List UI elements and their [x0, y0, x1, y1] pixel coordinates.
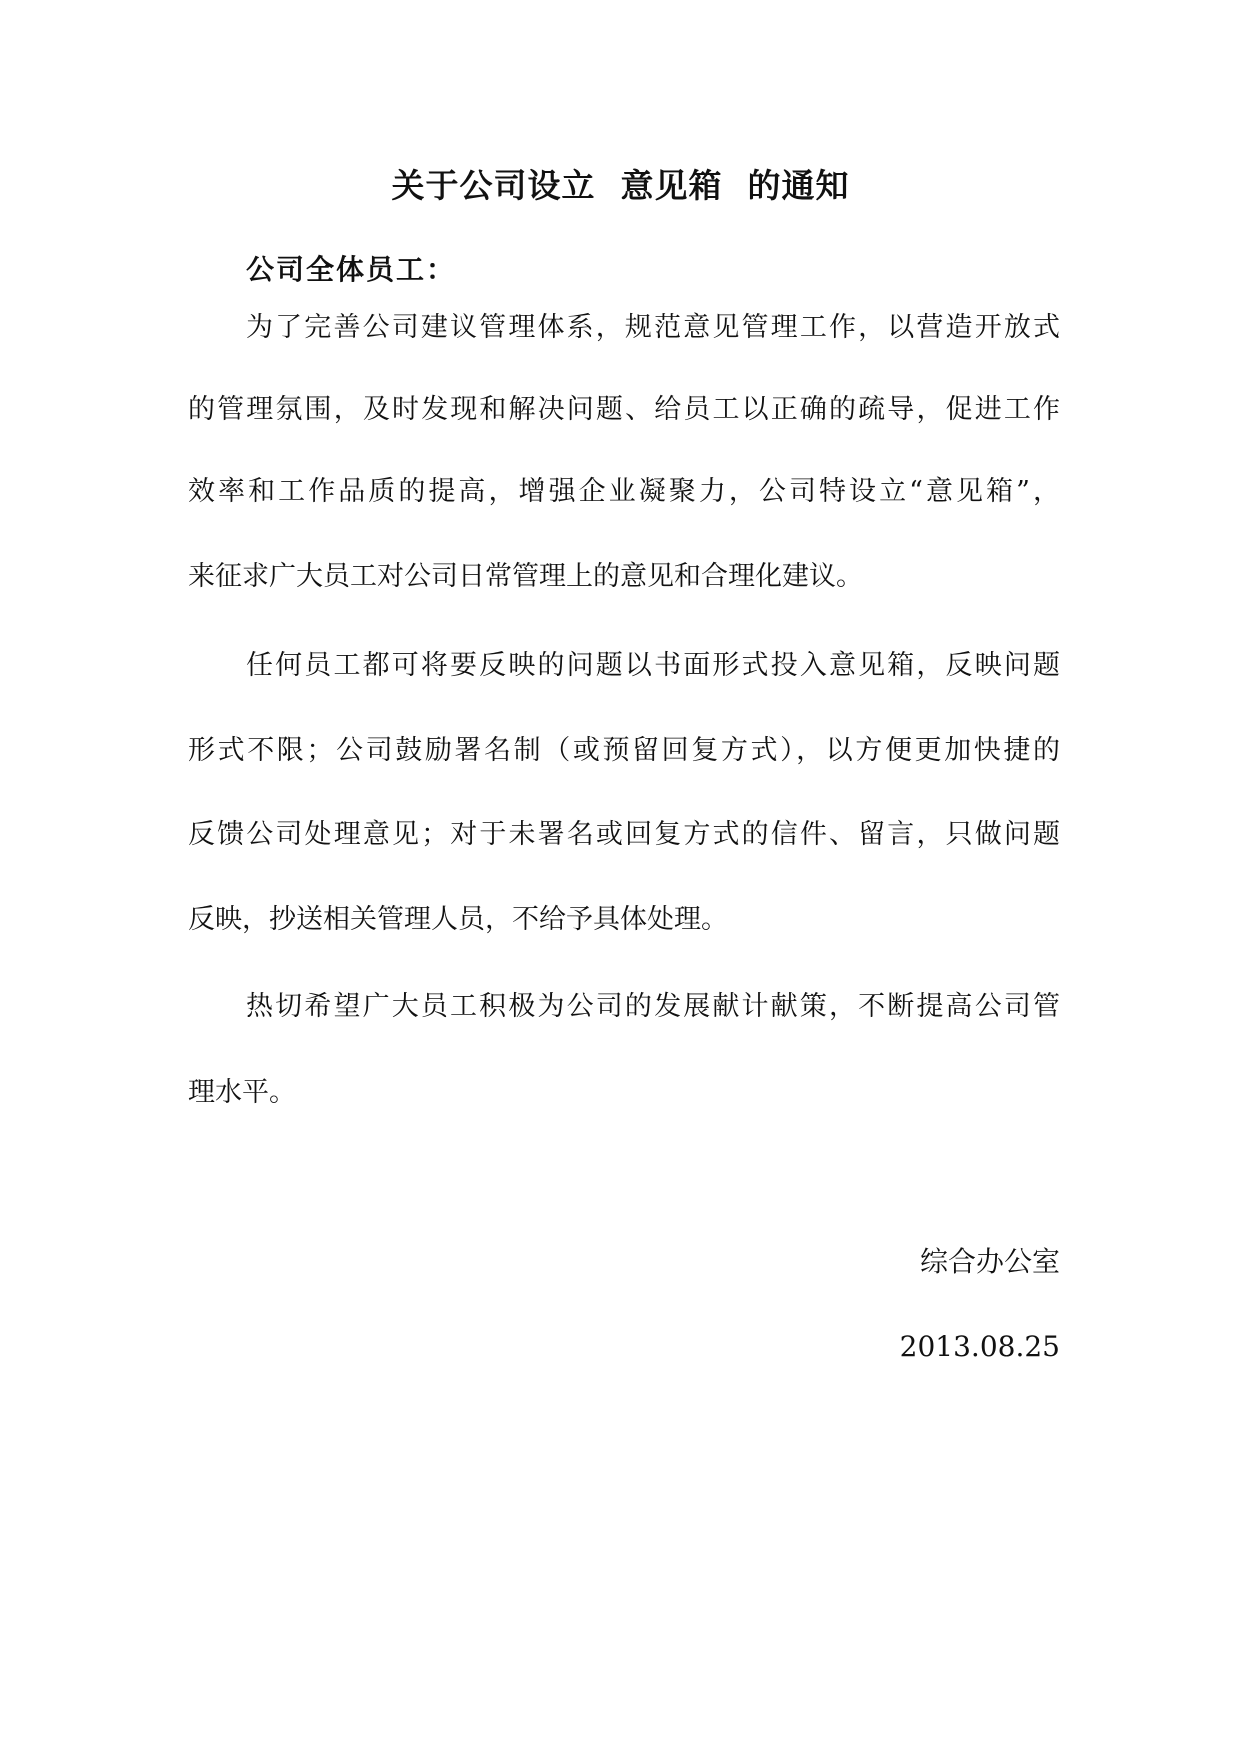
paragraph-2-line-4: 反映，抄送相关管理人员，不给予具体处理。 — [188, 904, 728, 935]
paragraph-3-line-1: 热切希望广大员工积极为公司的发展献计献策，不断提高公司管 — [246, 991, 1060, 1022]
paragraph-2-line-2: 形式不限；公司鼓励署名制（或预留回复方式），以方便更加快捷的 — [188, 735, 1060, 766]
paragraph-1-line-2: 的管理氛围，及时发现和解决问题、给员工以正确的疏导，促进工作 — [188, 394, 1060, 425]
paragraph-3-line-2: 理水平。 — [188, 1077, 296, 1108]
paragraph-2-line-3: 反馈公司处理意见；对于未署名或回复方式的信件、留言，只做问题 — [188, 819, 1060, 850]
signature-department: 综合办公室 — [919, 1245, 1060, 1278]
paragraph-1-line-1: 为了完善公司建议管理体系，规范意见管理工作，以营造开放式 — [246, 312, 1060, 343]
paragraph-1-line-4: 来征求广大员工对公司日常管理上的意见和合理化建议。 — [188, 561, 863, 592]
paragraph-1-line-3: 效率和工作品质的提高，增强企业凝聚力，公司特设立“意见箱”， — [188, 476, 1060, 507]
salutation: 公司全体员工： — [246, 253, 457, 286]
paragraph-2-line-1: 任何员工都可将要反映的问题以书面形式投入意见箱，反映问题 — [246, 650, 1060, 681]
document-title: 关于公司设立 意见箱 的通知 — [391, 166, 850, 205]
signature-date: 2013.08.25 — [899, 1330, 1060, 1363]
